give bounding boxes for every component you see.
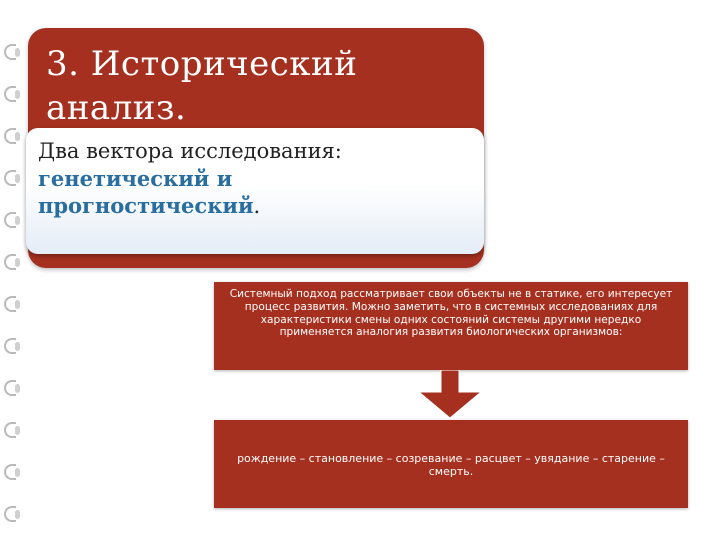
slide-title xyxy=(46,42,466,130)
binder-ring-icon xyxy=(4,254,16,270)
binder-ring-icon xyxy=(4,506,16,522)
binder-ring-icon xyxy=(4,380,16,396)
binder-rings xyxy=(0,0,22,540)
arrow-down-icon xyxy=(417,370,483,420)
title-line-1: 3. Исторический xyxy=(46,44,358,84)
subtitle-accent-line-1: генетический и xyxy=(38,166,233,191)
binder-ring-icon xyxy=(4,296,16,312)
subtitle-period: . xyxy=(253,194,261,218)
binder-ring-icon xyxy=(4,128,16,144)
binder-ring-icon xyxy=(4,422,16,438)
binder-ring-icon xyxy=(4,44,16,60)
subtitle-lead: Два вектора исследования: xyxy=(38,139,342,163)
subtitle xyxy=(38,138,478,220)
binder-ring-icon xyxy=(4,338,16,354)
development-stages-text: рождение – становление – созревание – расцвет – увядание – старение – смерть. xyxy=(237,452,665,478)
binder-ring-icon xyxy=(4,86,16,102)
title-line-2: анализ. xyxy=(46,88,187,128)
subtitle-accent-line-2: прогностический xyxy=(38,193,254,218)
binder-ring-icon xyxy=(4,212,16,228)
binder-ring-icon xyxy=(4,170,16,186)
binder-ring-icon xyxy=(4,464,16,480)
system-approach-text: Системный подход рассматривает свои объекты не в статике, его интересует процесс развития. Можно заметить, что в системных исследованиях для характеристики смены одних состояний системы другими нередко применяется аналогия развития биологических организмов: xyxy=(229,288,673,339)
